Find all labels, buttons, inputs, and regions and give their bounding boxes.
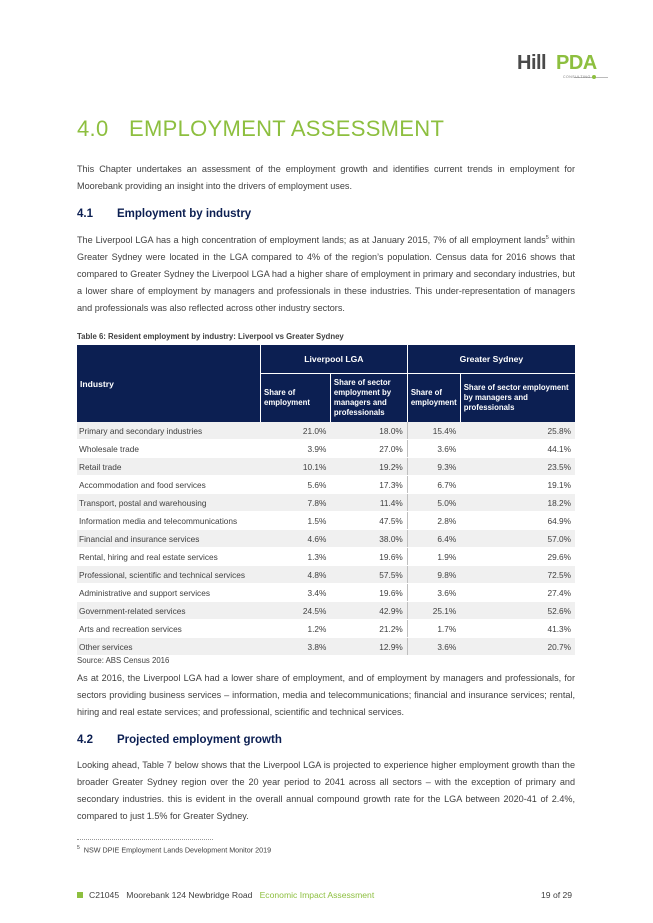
industry-cell: Information media and telecommunications <box>77 512 261 530</box>
page-footer <box>77 890 374 900</box>
footnote-text: NSW DPIE Employment Lands Development Monitor 2019 <box>83 845 272 855</box>
footer-square-icon <box>77 892 83 898</box>
value-cell: 41.3% <box>460 620 575 638</box>
footer-project: Moorebank 124 Newbridge Road <box>126 890 253 900</box>
table-row <box>77 584 575 602</box>
value-cell: 47.5% <box>330 512 407 530</box>
table-row <box>77 440 575 458</box>
industry-cell: Arts and recreation services <box>77 620 261 638</box>
value-cell: 3.6% <box>407 584 460 602</box>
value-cell: 7.8% <box>261 494 331 512</box>
industry-header: Industry <box>77 345 261 422</box>
hillpda-logo <box>517 52 617 78</box>
value-cell: 72.5% <box>460 566 575 584</box>
table-row <box>77 512 575 530</box>
value-cell: 64.9% <box>460 512 575 530</box>
value-cell: 25.8% <box>460 422 575 440</box>
value-cell: 1.7% <box>407 620 460 638</box>
table-row <box>77 422 575 440</box>
chapter-title <box>77 116 444 142</box>
value-cell: 1.9% <box>407 548 460 566</box>
value-cell: 3.6% <box>407 440 460 458</box>
chapter-title-text: EMPLOYMENT ASSESSMENT <box>129 116 445 141</box>
table-row <box>77 530 575 548</box>
industry-cell: Government-related services <box>77 602 261 620</box>
section-title: Employment by industry <box>117 208 252 220</box>
logo-dot-icon <box>592 75 596 79</box>
industry-cell: Transport, postal and warehousing <box>77 494 261 512</box>
value-cell: 3.9% <box>261 440 331 458</box>
col-header-share: Share of employment <box>261 374 331 423</box>
value-cell: 21.0% <box>261 422 331 440</box>
value-cell: 20.7% <box>460 638 575 656</box>
after-table-paragraph: As at 2016, the Liverpool LGA had a lower share of employment, and of employment by managers and professionals, for sectors providing business services – information, media and telecommunications; financial and insurance services; rental, hiring and real estate services; and professional, scientific and technical services. <box>77 673 575 717</box>
value-cell: 19.1% <box>460 476 575 494</box>
table-row <box>77 620 575 638</box>
footnote-divider <box>77 839 213 840</box>
intro-paragraph: This Chapter undertakes an assessment of the employment growth and identifies current trends in employment for Moorebank providing an insight into the drivers of employment uses. <box>77 164 575 191</box>
value-cell: 44.1% <box>460 440 575 458</box>
table-row <box>77 458 575 476</box>
value-cell: 9.8% <box>407 566 460 584</box>
value-cell: 25.1% <box>407 602 460 620</box>
value-cell: 27.4% <box>460 584 575 602</box>
value-cell: 9.3% <box>407 458 460 476</box>
industry-cell: Rental, hiring and real estate services <box>77 548 261 566</box>
footer-report: Economic Impact Assessment <box>259 890 375 900</box>
section-number: 4.1 <box>77 208 93 220</box>
value-cell: 23.5% <box>460 458 575 476</box>
footer-code: C21045 <box>89 890 120 900</box>
col-header-share: Share of employment <box>407 374 460 423</box>
paragraph-text: The Liverpool LGA has a high concentration of employment lands; as at January 2015, 7% of all employment lands <box>77 235 546 246</box>
table-caption: Table 6: Resident employment by industry: Liverpool vs Greater Sydney <box>77 332 344 341</box>
value-cell: 29.6% <box>460 548 575 566</box>
value-cell: 19.6% <box>330 584 407 602</box>
group-header-greater-sydney: Greater Sydney <box>407 345 575 374</box>
value-cell: 17.3% <box>330 476 407 494</box>
value-cell: 6.7% <box>407 476 460 494</box>
value-cell: 27.0% <box>330 440 407 458</box>
section-4-1-paragraph <box>77 230 575 317</box>
section-4-1-heading <box>77 208 251 220</box>
value-cell: 52.6% <box>460 602 575 620</box>
value-cell: 15.4% <box>407 422 460 440</box>
table-row <box>77 638 575 656</box>
industry-cell: Accommodation and food services <box>77 476 261 494</box>
employment-table <box>77 345 575 656</box>
section-4-2-paragraph: Looking ahead, Table 7 below shows that the Liverpool LGA is projected to experience higher employment growth than the broader Greater Sydney region over the 20 year period to 2041 across all sectors – with the exception of primary and secondary industries. this is evident in the overall annual compound growth rate for the LGA between 2020-41 of 2.4%, compared to just 1.5% for Greater Sydney. <box>77 760 575 821</box>
logo-subtitle: CONSULTING <box>563 75 591 79</box>
industry-cell: Professional, scientific and technical services <box>77 566 261 584</box>
value-cell: 11.4% <box>330 494 407 512</box>
industry-cell: Financial and insurance services <box>77 530 261 548</box>
col-header-sector-share: Share of sector employment by managers and professionals <box>460 374 575 423</box>
value-cell: 21.2% <box>330 620 407 638</box>
industry-cell: Retail trade <box>77 458 261 476</box>
table-row <box>77 566 575 584</box>
value-cell: 18.0% <box>330 422 407 440</box>
section-4-2-heading <box>77 734 282 746</box>
value-cell: 19.2% <box>330 458 407 476</box>
value-cell: 6.4% <box>407 530 460 548</box>
value-cell: 5.0% <box>407 494 460 512</box>
industry-cell: Other services <box>77 638 261 656</box>
footnote-mark: 5 <box>77 845 80 851</box>
value-cell: 1.3% <box>261 548 331 566</box>
col-header-sector-share: Share of sector employment by managers and professionals <box>330 374 407 423</box>
value-cell: 3.6% <box>407 638 460 656</box>
table-row <box>77 494 575 512</box>
value-cell: 2.8% <box>407 512 460 530</box>
group-header-liverpool: Liverpool LGA <box>261 345 408 374</box>
value-cell: 38.0% <box>330 530 407 548</box>
industry-cell: Administrative and support services <box>77 584 261 602</box>
table-row <box>77 476 575 494</box>
value-cell: 18.2% <box>460 494 575 512</box>
value-cell: 3.8% <box>261 638 331 656</box>
paragraph-text-cont: within Greater Sydney were located in the LGA compared to 4% of the region’s population. Census data for 2016 shows that compared to Greater Sydney the Liverpool LGA had a higher share of employment in primary and secondary industries, but a lower share of employment by managers and professionals in these industries. This under-representation of managers and professionals was also reflected across other industry sectors. <box>77 235 575 314</box>
chapter-number: 4.0 <box>77 116 109 141</box>
section-title: Projected employment growth <box>117 734 282 746</box>
value-cell: 19.6% <box>330 548 407 566</box>
value-cell: 5.6% <box>261 476 331 494</box>
value-cell: 24.5% <box>261 602 331 620</box>
section-number: 4.2 <box>77 734 93 746</box>
industry-cell: Wholesale trade <box>77 440 261 458</box>
logo-pda-text: PDA <box>556 52 597 74</box>
table-source: Source: ABS Census 2016 <box>77 656 170 665</box>
industry-cell: Primary and secondary industries <box>77 422 261 440</box>
table-row <box>77 602 575 620</box>
footnote <box>77 845 271 854</box>
value-cell: 1.5% <box>261 512 331 530</box>
value-cell: 4.6% <box>261 530 331 548</box>
value-cell: 42.9% <box>330 602 407 620</box>
value-cell: 1.2% <box>261 620 331 638</box>
value-cell: 57.0% <box>460 530 575 548</box>
logo-hill-text: Hill <box>517 52 547 74</box>
value-cell: 3.4% <box>261 584 331 602</box>
value-cell: 12.9% <box>330 638 407 656</box>
value-cell: 10.1% <box>261 458 331 476</box>
footnote-reference: 5 <box>545 235 549 241</box>
page-number: 19 of 29 <box>541 890 573 900</box>
table-row <box>77 548 575 566</box>
value-cell: 57.5% <box>330 566 407 584</box>
value-cell: 4.8% <box>261 566 331 584</box>
